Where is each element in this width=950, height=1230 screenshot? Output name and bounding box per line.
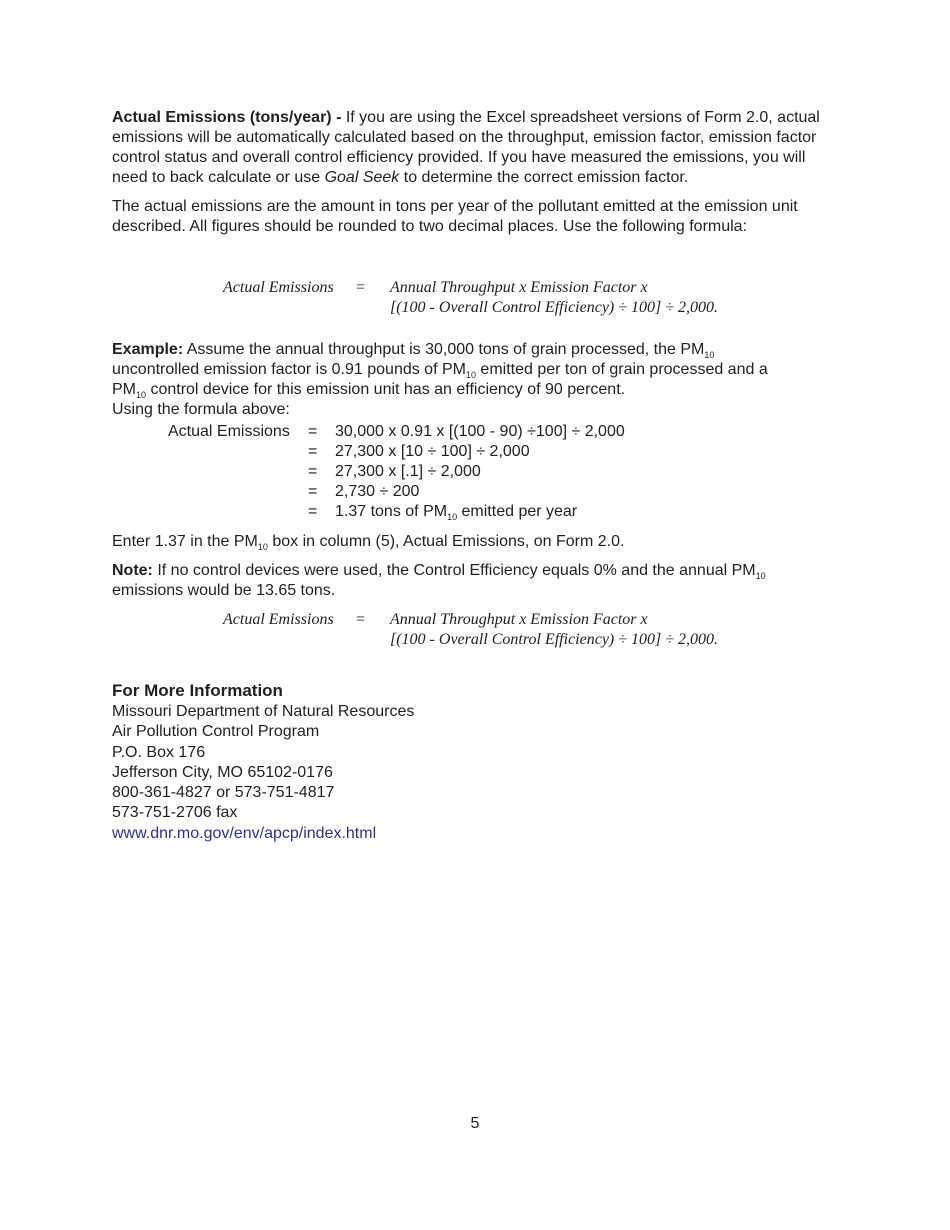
note-text-2: emissions would be 13.65 tons.: [112, 582, 336, 599]
calc-equals: =: [308, 423, 318, 440]
formula-equals: =: [355, 279, 366, 296]
subscript-10: 10: [465, 370, 476, 380]
formula-equals: =: [355, 611, 366, 628]
contact-line: 800-361-4827 or 573-751-4817: [112, 784, 335, 802]
enter-text: Enter 1.37 in the PM: [112, 533, 258, 550]
subscript-10: 10: [257, 542, 268, 552]
calc-equals: =: [308, 503, 318, 520]
formula-lhs: Actual Emissions: [223, 279, 334, 296]
example-text-3: emitted per ton of grain processed and a: [475, 361, 768, 378]
example-paragraph: [112, 340, 832, 420]
formula-line-2: [(100 - Overall Control Efficiency) ÷ 100] ÷ 2,000.: [390, 631, 719, 648]
subscript-10: 10: [447, 512, 458, 522]
page-content: [112, 108, 832, 844]
actual-emissions-text-end: to determine the correct emission factor.: [399, 169, 689, 186]
calc-equals: =: [308, 443, 318, 460]
goal-seek-term: Goal Seek: [324, 169, 400, 186]
enter-instruction: [112, 532, 832, 552]
website-link[interactable]: www.dnr.mo.gov/env/apcp/index.html: [112, 824, 377, 842]
subscript-10: 10: [136, 390, 147, 400]
example-text-4: PM: [112, 381, 136, 398]
emissions-formula-repeat: [112, 611, 832, 651]
subscript-10: 10: [704, 350, 715, 360]
calc-equals: =: [308, 483, 318, 500]
contact-line: Air Pollution Control Program: [112, 723, 320, 741]
contact-line: 573-751-2706 fax: [112, 804, 238, 822]
page-number: 5: [470, 1115, 480, 1132]
subscript-10: 10: [755, 571, 766, 581]
contact-line: P.O. Box 176: [112, 743, 206, 761]
calc-equals: =: [308, 463, 318, 480]
example-label: Example:: [112, 341, 184, 358]
example-text-6: Using the formula above:: [112, 401, 290, 418]
calc-value: 30,000 x 0.91 x [(100 - 90) ÷100] ÷ 2,000: [335, 423, 625, 440]
calc-value: [335, 502, 577, 522]
enter-text-end: box in column (5), Actual Emissions, on Form 2.0.: [267, 533, 625, 550]
example-text-2: uncontrolled emission factor is 0.91 pounds of PM: [112, 361, 466, 378]
emissions-formula: [112, 279, 832, 319]
formula-lhs: Actual Emissions: [223, 611, 334, 628]
contact-block: [112, 702, 832, 844]
rounding-paragraph: The actual emissions are the amount in tons per year of the pollutant emitted at the emission unit described. All figures should be rounded to two decimal places. Use the following formula:: [112, 198, 798, 235]
formula-line-1: Annual Throughput x Emission Factor x: [390, 611, 648, 628]
calc-value: 27,300 x [.1] ÷ 2,000: [335, 463, 481, 480]
calc-result-suffix: emitted per year: [457, 503, 578, 520]
note-label: Note:: [112, 562, 153, 579]
note-paragraph: [112, 561, 832, 601]
contact-line: Missouri Department of Natural Resources: [112, 703, 415, 720]
calc-result-text: 1.37 tons of PM: [335, 503, 448, 520]
contact-line: Jefferson City, MO 65102-0176: [112, 763, 333, 781]
actual-emissions-heading: Actual Emissions (tons/year) -: [112, 109, 342, 126]
formula-line-2: [(100 - Overall Control Efficiency) ÷ 100] ÷ 2,000.: [390, 299, 719, 316]
calculation-block: [112, 422, 832, 522]
formula-line-1: Annual Throughput x Emission Factor x: [390, 279, 648, 296]
actual-emissions-text: If you are using the Excel spreadsheet versions of Form 2.0, actual emissions will be automatically calculated based on the throughput, emission factor, emission factor control status and overall control efficiency provided. If you have measured the emissions, you will need to back calculate or use: [112, 109, 820, 186]
example-text-5: control device for this emission unit has an efficiency of 90 percent.: [146, 381, 626, 398]
more-info-heading: For More Information: [112, 681, 283, 700]
note-text: If no control devices were used, the Control Efficiency equals 0% and the annual PM: [152, 562, 756, 579]
calc-value: 2,730 ÷ 200: [335, 483, 420, 500]
example-text-1: Assume the annual throughput is 30,000 tons of grain processed, the PM: [183, 341, 705, 358]
calc-label: Actual Emissions: [168, 423, 290, 440]
actual-emissions-paragraph: [112, 108, 832, 188]
calc-value: 27,300 x [10 ÷ 100] ÷ 2,000: [335, 443, 530, 460]
